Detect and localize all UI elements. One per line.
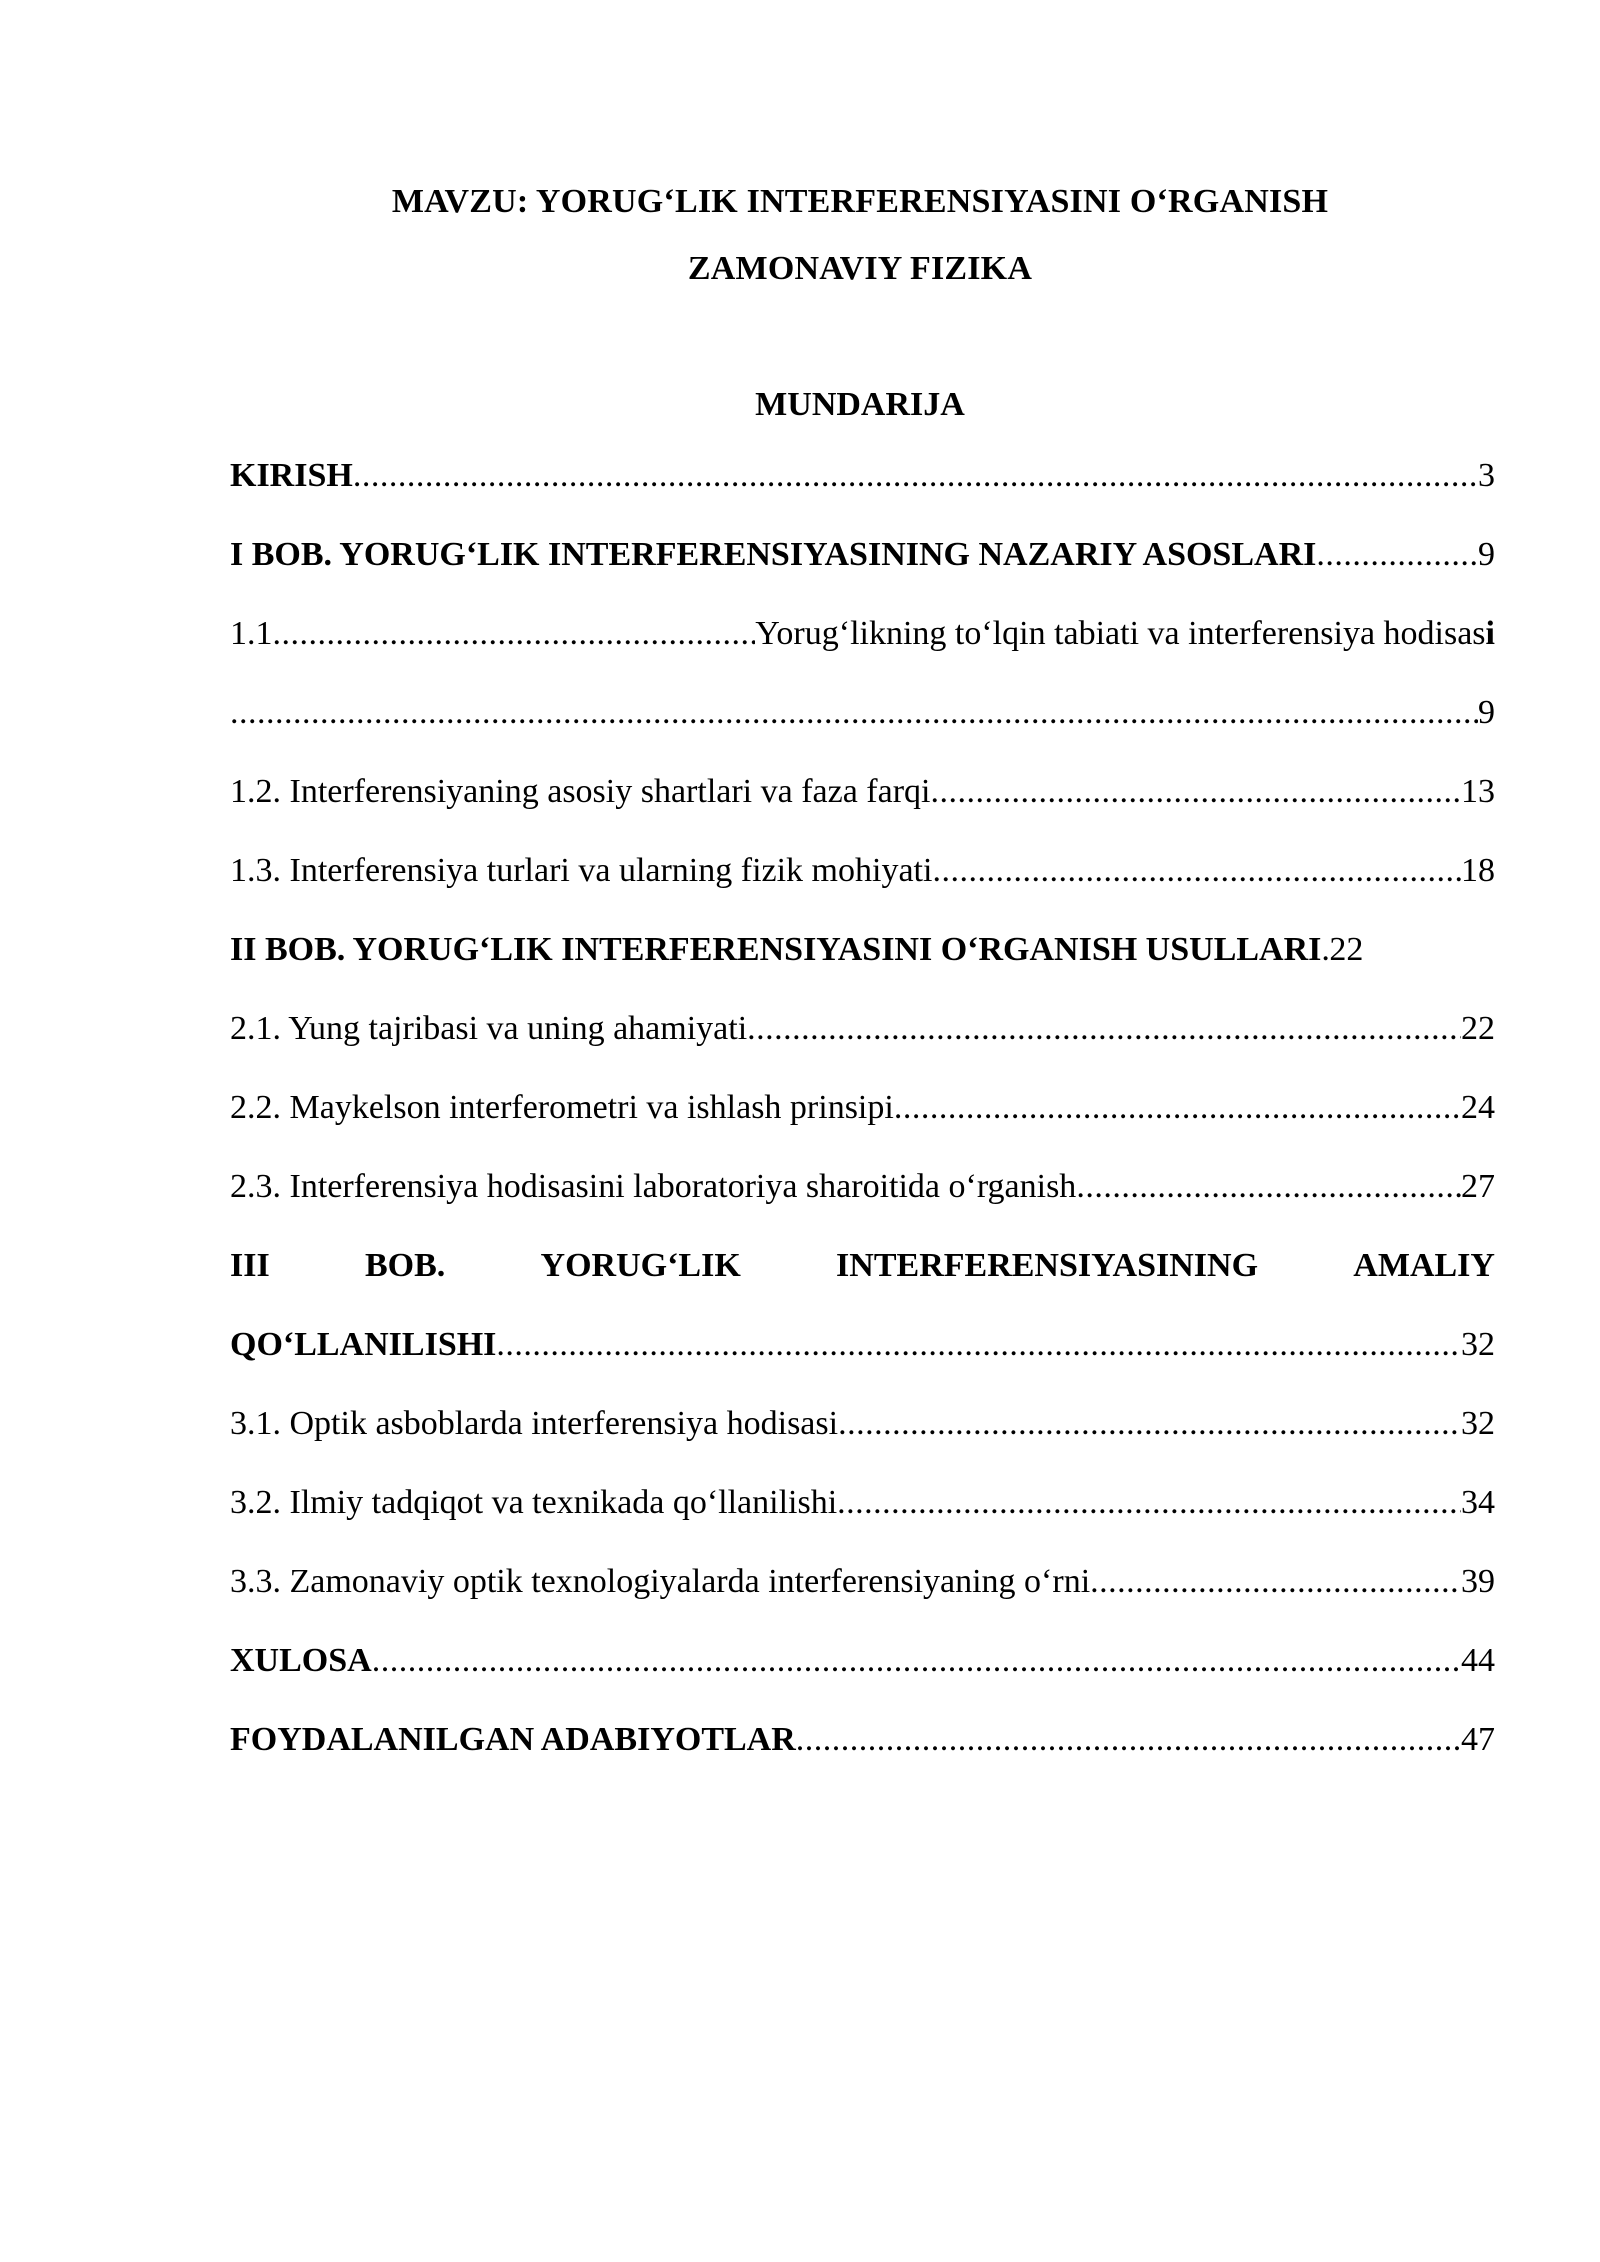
toc-entry-label: 1.3. Interferensiya turlari va ularning fizik mohiyati bbox=[230, 852, 933, 889]
dot-leader bbox=[1316, 527, 1469, 583]
toc-entry-page: 24 bbox=[1461, 1089, 1495, 1126]
dot-leader bbox=[838, 1396, 1461, 1452]
toc-entry-label: 1.2. Interferensiyaning asosiy shartlari va faza farqi bbox=[230, 773, 931, 810]
dot-leader bbox=[837, 1475, 1461, 1531]
dot-leader bbox=[496, 1317, 1461, 1373]
toc-entry-chapter-1[interactable] bbox=[230, 527, 1495, 606]
dot-leader bbox=[353, 448, 1478, 504]
toc-entry-label: KIRISH bbox=[230, 457, 353, 494]
toc-entry-chapter-2[interactable] bbox=[230, 922, 1495, 1001]
toc-entry-label: 2.3. Interferensiya hodisasini laboratoriya sharoitida o‘rganish bbox=[230, 1168, 1077, 1205]
toc-entry-page: 32 bbox=[1461, 1405, 1495, 1442]
toc-entry-3-2[interactable] bbox=[230, 1475, 1495, 1554]
toc-entry-label: 2.2. Maykelson interferometri va ishlash prinsipi bbox=[230, 1089, 894, 1126]
toc-entry-2-3[interactable] bbox=[230, 1159, 1495, 1238]
toc-entry-1-3[interactable] bbox=[230, 843, 1495, 922]
toc-entry-page: 47 bbox=[1461, 1721, 1495, 1758]
toc-entry-label: I BOB. YORUG‘LIK INTERFERENSIYASINING NAZARIY ASOSLARI bbox=[230, 536, 1317, 573]
dot-leader bbox=[230, 685, 1478, 741]
toc-entry-page: 18 bbox=[1461, 852, 1495, 889]
toc-entry-label: II BOB. YORUG‘LIK INTERFERENSIYASINI O‘RGANISH USULLARI bbox=[230, 931, 1322, 968]
toc-entry-label-line2: QO‘LLANILISHI bbox=[230, 1326, 497, 1363]
toc-entry-3-3[interactable] bbox=[230, 1554, 1495, 1633]
toc-entry-label: 2.1. Yung tajribasi va uning ahamiyati bbox=[230, 1010, 748, 1047]
dot-leader bbox=[1076, 1159, 1461, 1215]
dot-leader-spacer bbox=[1321, 922, 1329, 978]
dot-leader bbox=[796, 1712, 1461, 1768]
toc-entry-page: 9 bbox=[1478, 694, 1495, 731]
toc-entry-page: 3 bbox=[1478, 457, 1495, 494]
document-subtitle: ZAMONAVIY FIZIKA bbox=[687, 250, 1033, 287]
toc-entry-label-line1: III BOB. YORUG‘LIK INTERFERENSIYASINING AMALIY bbox=[230, 1247, 1495, 1284]
toc-entry-label: 3.1. Optik asboblarda interferensiya hodisasi bbox=[230, 1405, 839, 1442]
toc-entry-page: 13 bbox=[1461, 773, 1495, 810]
toc-entry-label: 3.2. Ilmiy tadqiqot va texnikada qo‘llanilishi bbox=[230, 1484, 838, 1521]
dot-leader bbox=[372, 1633, 1461, 1689]
dot-leader bbox=[273, 606, 756, 662]
toc-entry-2-1[interactable] bbox=[230, 1001, 1495, 1080]
toc-entry-kirish[interactable] bbox=[230, 448, 1495, 527]
toc-entry-page: 34 bbox=[1461, 1484, 1495, 1521]
dot-leader bbox=[747, 1001, 1461, 1057]
toc-entry-page: 22 bbox=[1329, 931, 1364, 968]
toc-entry-page: 27 bbox=[1461, 1168, 1495, 1205]
toc-entry-xulosa[interactable] bbox=[230, 1633, 1495, 1712]
dot-leader bbox=[931, 764, 1462, 820]
toc-entry-page: 39 bbox=[1461, 1563, 1495, 1600]
toc-entry-1-1[interactable] bbox=[230, 606, 1495, 764]
toc-entry-label: Yorug‘likning to‘lqin tabiati va interferensiya hodisasi bbox=[755, 615, 1495, 652]
toc-entry-label: 3.3. Zamonaviy optik texnologiyalarda interferensiyaning o‘rni bbox=[230, 1563, 1091, 1600]
toc-entry-references[interactable] bbox=[230, 1712, 1495, 1791]
toc-entry-number: 1.1 bbox=[230, 615, 273, 652]
toc-entry-2-2[interactable] bbox=[230, 1080, 1495, 1159]
toc-entry-3-1[interactable] bbox=[230, 1396, 1495, 1475]
document-title: MAVZU: YORUG‘LIK INTERFERENSIYASINI O‘RGANISH bbox=[391, 183, 1329, 220]
toc-entry-page: 22 bbox=[1461, 1010, 1495, 1047]
toc-entry-page: .9 bbox=[1469, 536, 1495, 573]
toc-entry-page: 44 bbox=[1461, 1642, 1495, 1679]
dot-leader bbox=[932, 843, 1461, 899]
table-of-contents bbox=[230, 448, 1495, 1791]
dot-leader bbox=[894, 1080, 1461, 1136]
toc-entry-label: FOYDALANILGAN ADABIYOTLAR bbox=[230, 1721, 796, 1758]
toc-entry-label: XULOSA bbox=[230, 1642, 372, 1679]
toc-entry-page: 32 bbox=[1461, 1326, 1495, 1363]
toc-heading: MUNDARIJA bbox=[755, 386, 965, 423]
toc-entry-1-2[interactable] bbox=[230, 764, 1495, 843]
dot-leader bbox=[1090, 1554, 1461, 1610]
toc-entry-chapter-3[interactable] bbox=[230, 1238, 1495, 1396]
